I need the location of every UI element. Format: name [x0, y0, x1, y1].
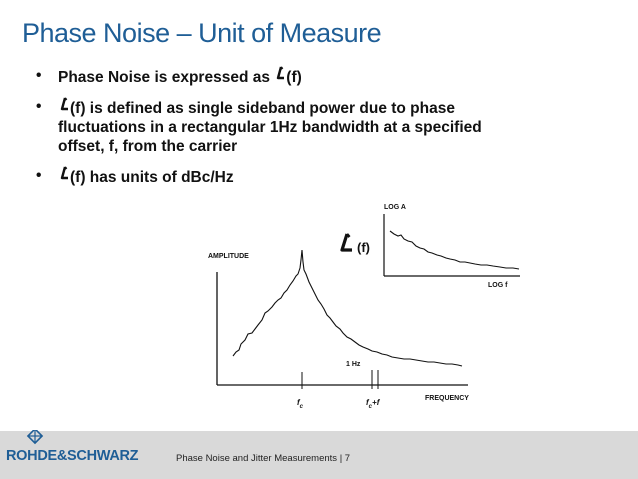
amplitude-label: AMPLITUDE [208, 253, 249, 260]
footer-caption: Phase Noise and Jitter Measurements | 7 [176, 453, 351, 464]
fc-label: $f_c$ [297, 398, 304, 410]
script-l-label: (f) [357, 240, 370, 255]
inset-y-label: LOG A [384, 204, 406, 211]
bullet-marker: • [36, 98, 42, 115]
bullet-marker: • [36, 167, 42, 184]
bullet-2-text: (f) is defined as single sideband power due to phase fluctuations in a rectangular 1Hz bandwidth at a specified offset, f, from the carrier [58, 100, 482, 155]
phase-noise-spectrum [233, 250, 462, 366]
bullet-marker: • [36, 67, 42, 84]
script-l-icon [342, 234, 352, 250]
inset-log-curve [390, 231, 519, 269]
rohde-schwarz-emblem-icon [24, 430, 46, 450]
rohde-schwarz-logo: ROHDE&SCHWARZ [6, 448, 139, 464]
slide-title: Phase Noise – Unit of Measure [22, 18, 382, 48]
offset-label: $f_c+f$ [366, 398, 380, 410]
bullet-3-text: (f) has units of dBc/Hz [70, 169, 234, 186]
bandwidth-label: 1 Hz [346, 361, 361, 368]
bullet-1-suffix: (f) [286, 69, 302, 86]
inset-x-label: LOG f [488, 282, 508, 289]
frequency-label: FREQUENCY [425, 395, 469, 402]
bullet-1-prefix: Phase Noise is expressed as [58, 69, 275, 86]
footer-bar [0, 431, 638, 479]
